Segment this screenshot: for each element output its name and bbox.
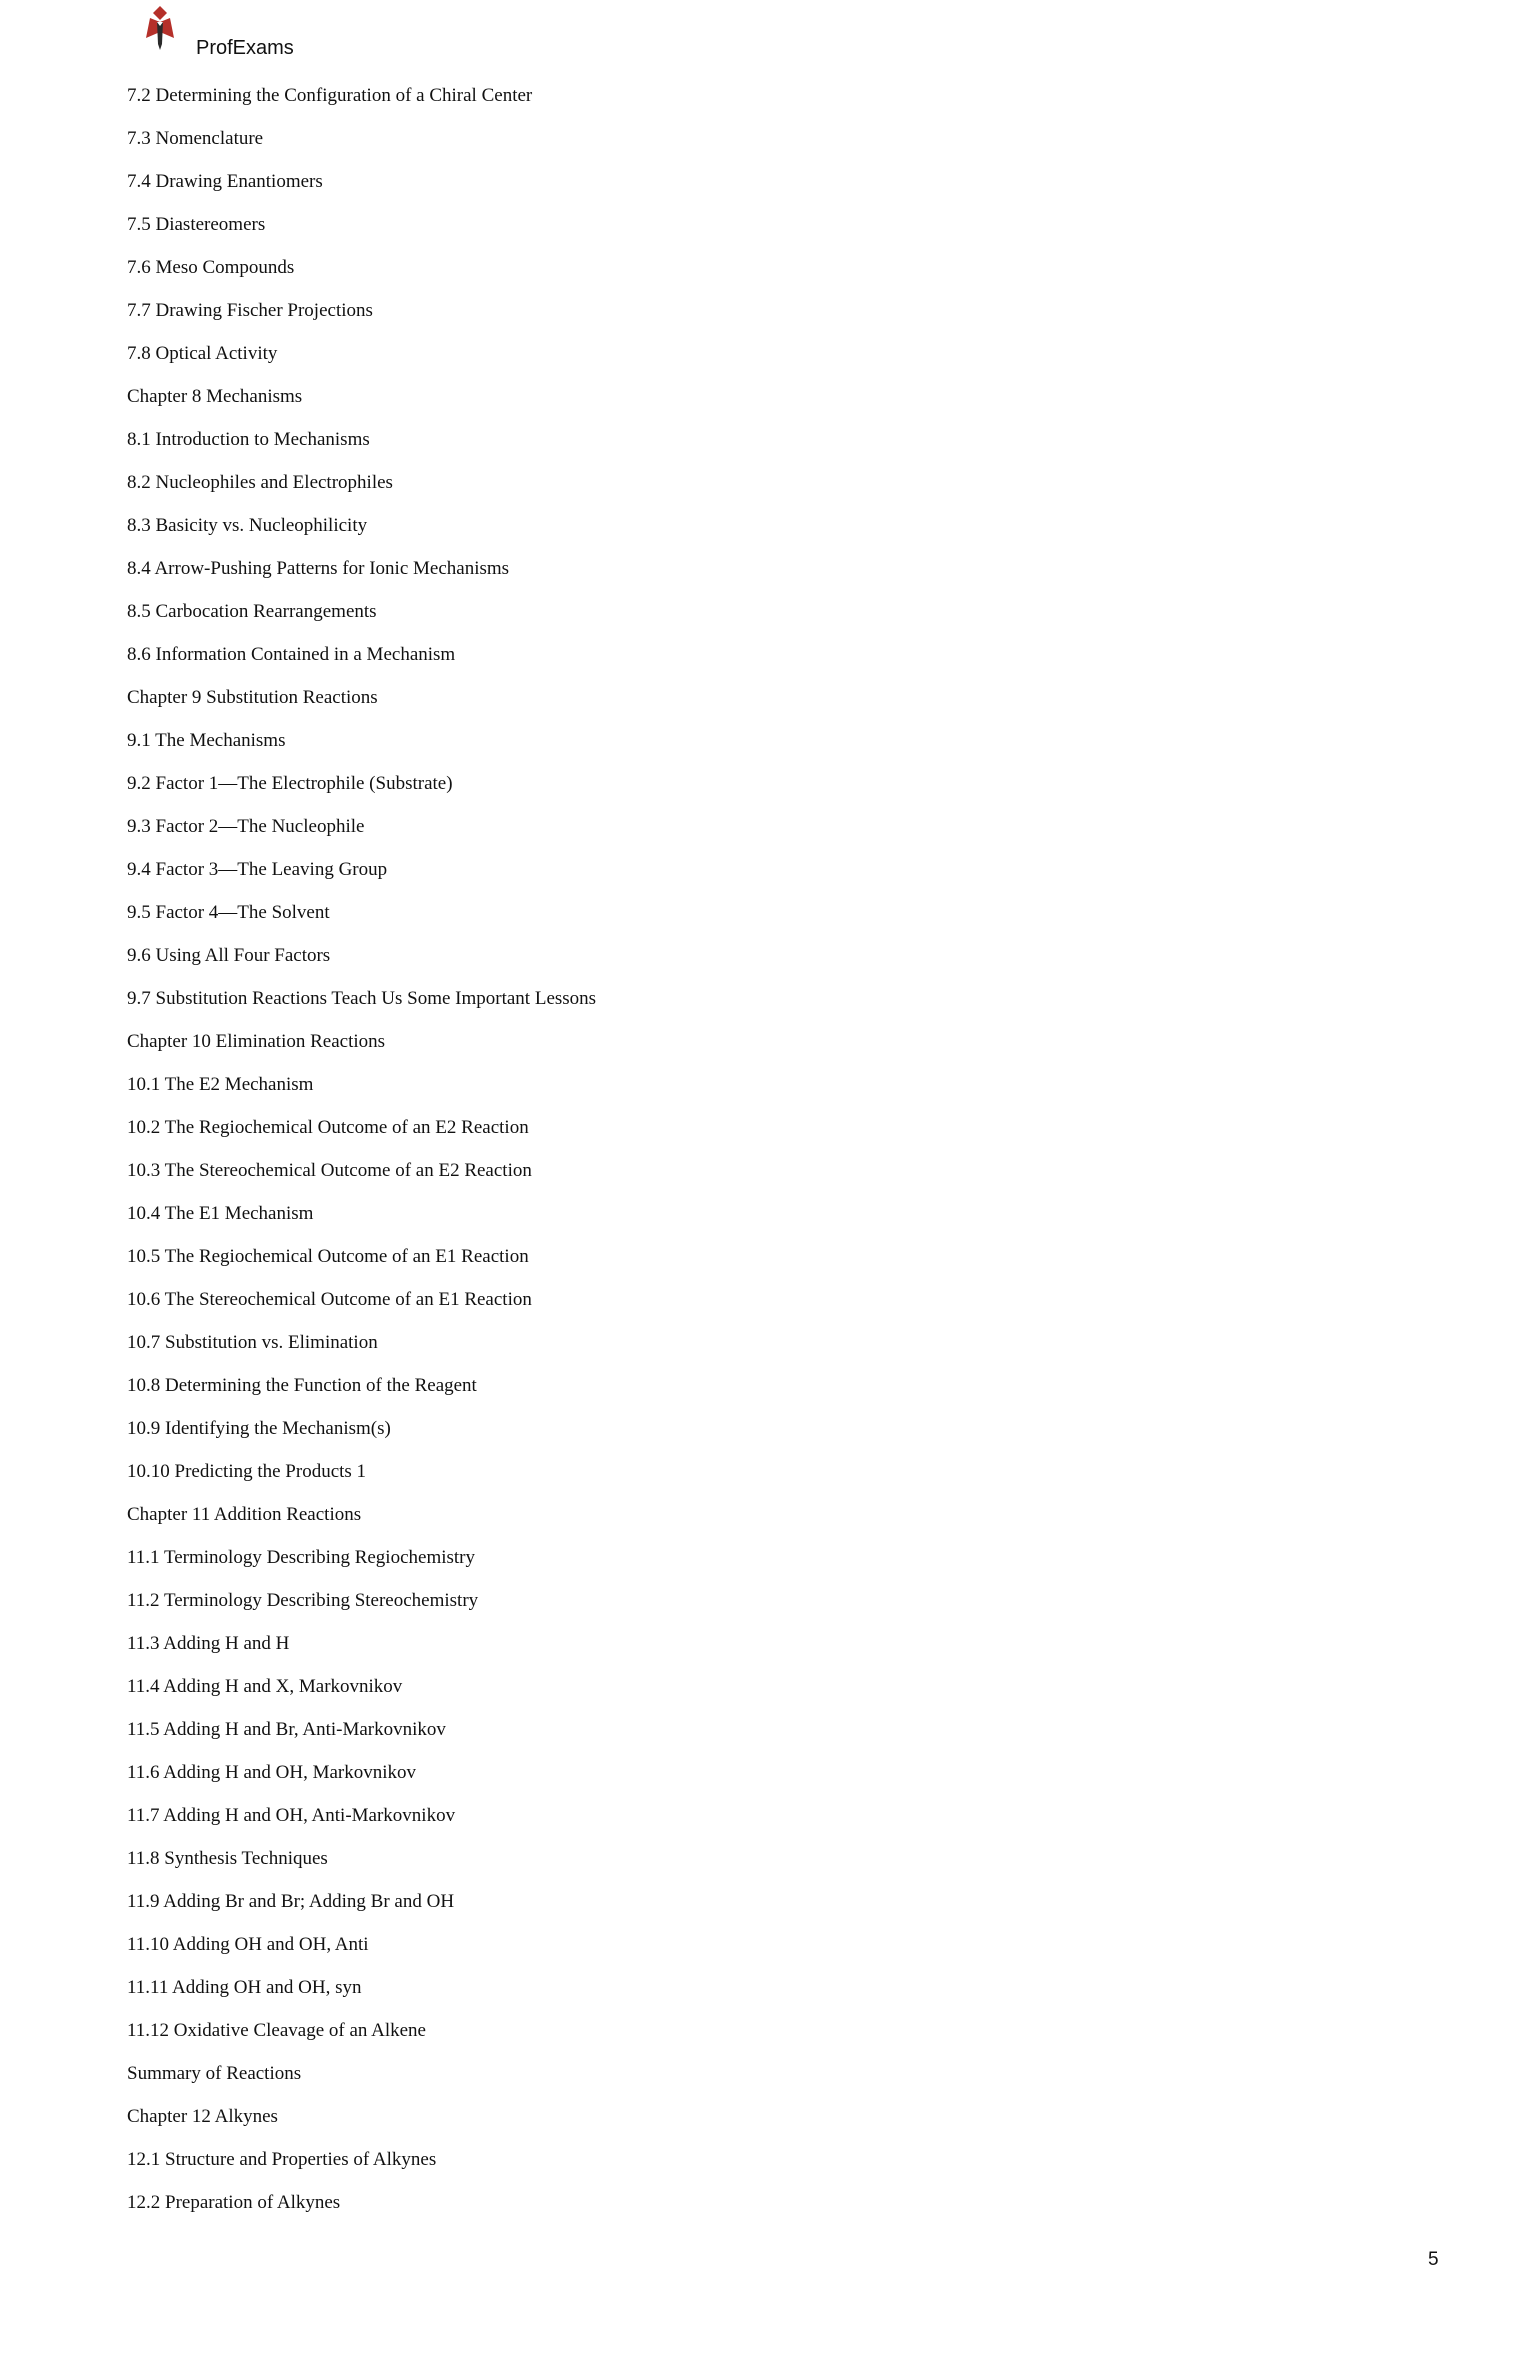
toc-entry: 10.7 Substitution vs. Elimination bbox=[127, 1332, 378, 1353]
page-number: 5 bbox=[1428, 2249, 1439, 2270]
toc-entry: Chapter 12 Alkynes bbox=[127, 2106, 278, 2127]
toc-entry: 11.6 Adding H and OH, Markovnikov bbox=[127, 1762, 417, 1783]
toc-entry: Summary of Reactions bbox=[127, 2063, 302, 2084]
toc-entry: 7.6 Meso Compounds bbox=[127, 257, 295, 278]
toc-entry: 11.9 Adding Br and Br; Adding Br and OH bbox=[127, 1891, 455, 1912]
toc-entry: 11.4 Adding H and X, Markovnikov bbox=[127, 1676, 403, 1697]
brand-name: ProfExams bbox=[196, 37, 294, 59]
toc-entry: 11.2 Terminology Describing Stereochemistry bbox=[127, 1590, 479, 1611]
toc-entry: 11.3 Adding H and H bbox=[127, 1633, 290, 1654]
toc-entry: 9.6 Using All Four Factors bbox=[127, 945, 331, 966]
toc-entry: 11.11 Adding OH and OH, syn bbox=[127, 1977, 362, 1998]
toc-entry: 10.3 The Stereochemical Outcome of an E2 Reaction bbox=[127, 1160, 532, 1181]
page-header bbox=[140, 4, 400, 60]
toc-entry: 8.2 Nucleophiles and Electrophiles bbox=[127, 472, 393, 493]
toc-entry: Chapter 9 Substitution Reactions bbox=[127, 687, 378, 708]
toc-entry: 10.9 Identifying the Mechanism(s) bbox=[127, 1418, 391, 1439]
toc-entry: 8.6 Information Contained in a Mechanism bbox=[127, 644, 456, 665]
toc-entry: 11.1 Terminology Describing Regiochemistry bbox=[127, 1547, 476, 1568]
toc-entry: 9.3 Factor 2—The Nucleophile bbox=[127, 816, 365, 837]
toc-entry: 9.4 Factor 3—The Leaving Group bbox=[127, 859, 388, 880]
profexams-logo-icon bbox=[140, 4, 180, 52]
table-of-contents bbox=[127, 82, 1327, 2232]
toc-entry: 11.5 Adding H and Br, Anti-Markovnikov bbox=[127, 1719, 446, 1740]
toc-entry: 10.4 The E1 Mechanism bbox=[127, 1203, 314, 1224]
toc-entry: 8.4 Arrow-Pushing Patterns for Ionic Mechanisms bbox=[127, 558, 510, 579]
toc-entry: 12.2 Preparation of Alkynes bbox=[127, 2192, 341, 2213]
toc-entry: 9.1 The Mechanisms bbox=[127, 730, 286, 751]
toc-entry: 7.3 Nomenclature bbox=[127, 128, 264, 149]
toc-entry: 7.2 Determining the Configuration of a Chiral Center bbox=[127, 85, 533, 106]
toc-entry: 8.3 Basicity vs. Nucleophilicity bbox=[127, 515, 368, 536]
toc-entry: 11.10 Adding OH and OH, Anti bbox=[127, 1934, 369, 1955]
toc-entry: 10.6 The Stereochemical Outcome of an E1 Reaction bbox=[127, 1289, 532, 1310]
toc-entry: Chapter 10 Elimination Reactions bbox=[127, 1031, 386, 1052]
toc-entry: 7.8 Optical Activity bbox=[127, 343, 278, 364]
toc-entry: 7.5 Diastereomers bbox=[127, 214, 266, 235]
toc-entry: 8.5 Carbocation Rearrangements bbox=[127, 601, 377, 622]
toc-entry: 11.7 Adding H and OH, Anti-Markovnikov bbox=[127, 1805, 456, 1826]
toc-entry: 10.8 Determining the Function of the Reagent bbox=[127, 1375, 477, 1396]
toc-entry: Chapter 11 Addition Reactions bbox=[127, 1504, 362, 1525]
toc-entry: 10.5 The Regiochemical Outcome of an E1 Reaction bbox=[127, 1246, 529, 1267]
toc-entry: 11.12 Oxidative Cleavage of an Alkene bbox=[127, 2020, 426, 2041]
toc-entry: 10.1 The E2 Mechanism bbox=[127, 1074, 314, 1095]
toc-entry: 7.4 Drawing Enantiomers bbox=[127, 171, 323, 192]
toc-entry: 9.5 Factor 4—The Solvent bbox=[127, 902, 330, 923]
toc-entry: Chapter 8 Mechanisms bbox=[127, 386, 303, 407]
toc-entry: 11.8 Synthesis Techniques bbox=[127, 1848, 328, 1869]
toc-entry: 12.1 Structure and Properties of Alkynes bbox=[127, 2149, 437, 2170]
toc-entry: 7.7 Drawing Fischer Projections bbox=[127, 300, 373, 321]
toc-entry: 10.10 Predicting the Products 1 bbox=[127, 1461, 367, 1482]
toc-entry: 10.2 The Regiochemical Outcome of an E2 Reaction bbox=[127, 1117, 529, 1138]
toc-entry: 8.1 Introduction to Mechanisms bbox=[127, 429, 370, 450]
toc-entry: 9.7 Substitution Reactions Teach Us Some Important Lessons bbox=[127, 988, 597, 1009]
toc-entry: 9.2 Factor 1—The Electrophile (Substrate) bbox=[127, 773, 453, 794]
